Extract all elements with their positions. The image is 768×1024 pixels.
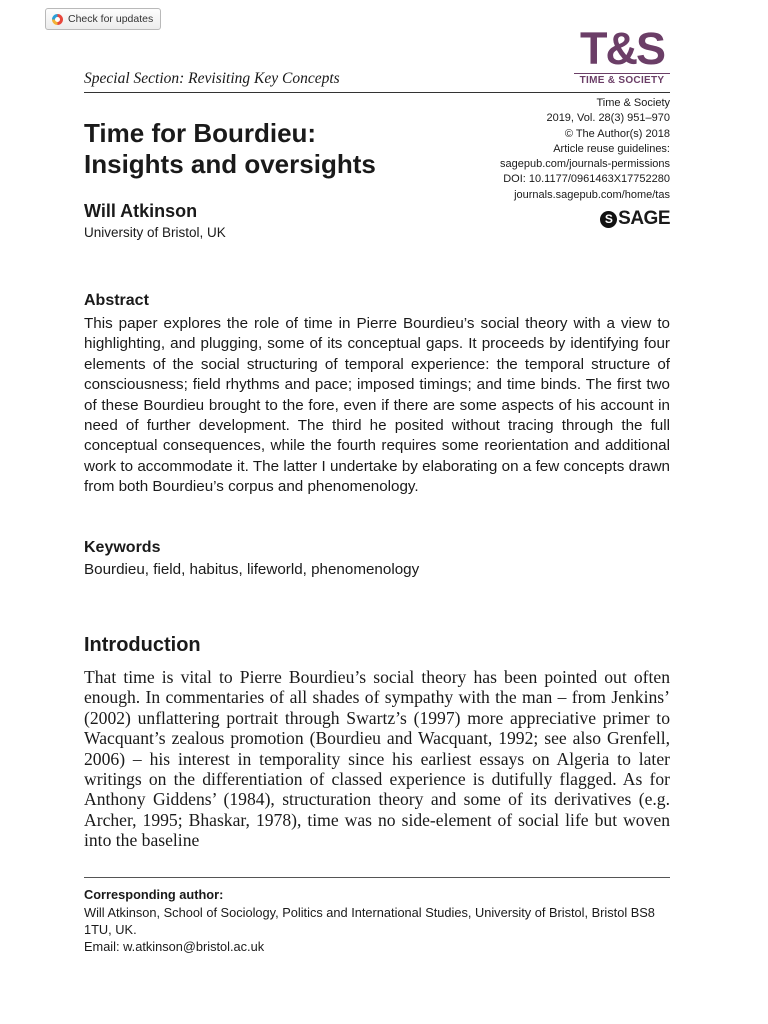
meta-volume: 2019, Vol. 28(3) 951–970 <box>546 112 670 125</box>
corresponding-author-email-line <box>84 938 670 955</box>
section-label: Special Section: Revisiting Key Concepts <box>84 70 340 87</box>
author-name: Will Atkinson <box>84 201 198 221</box>
corresponding-author-heading: Corresponding author: <box>84 887 224 902</box>
publisher-logo <box>600 208 670 230</box>
journal-logo <box>574 23 670 90</box>
crossmark-icon <box>52 14 63 25</box>
introduction-heading: Introduction <box>84 634 201 656</box>
meta-doi[interactable]: DOI: 10.1177/0961463X17752280 <box>503 173 670 186</box>
keywords-heading: Keywords <box>84 539 161 556</box>
sage-circle-icon: S <box>600 211 617 228</box>
abstract-heading: Abstract <box>84 292 149 309</box>
abstract-text: This paper explores the role of time in Pierre Bourdieu’s social theory with a view to highlighting, and plugging, some of its conceptual gaps. It proceeds by identifying four elements of the social structuring of temporal experience: the temporal structure of consciousness; field rhythms and pace; imposed timings; and time binds. The first two of these Bourdieu brought to the fore, even if there are some aspects of his account in need of further development. The third he posited without tracing through the full conceptual consequences, while the fourth requires some reorientation and additional work to accommodate it. The latter I undertake by elaborating on a few concepts drawn from both Bourdieu’s corpus and phenomenology. <box>84 315 670 496</box>
check-for-updates-button[interactable] <box>45 8 161 30</box>
meta-copyright: © The Author(s) 2018 <box>564 127 670 140</box>
article-title-line-1: Time for Bourdieu: <box>84 118 317 148</box>
introduction-text: That time is vital to Pierre Bourdieu’s social theory has been pointed out often enough. In commentaries of all shades of sympathy with the man – from Jenkins’ (2002) unflattering portrait through Swartz’s (1997) more appreciative primer to Wacquant’s zealous promotion (Bourdieu and Wacquant, 1992; see also Grenfell, 2006) – his interest in temporality since his earliest essays on Algeria to later writings on the differentiation of classed experience is dutifully flagged. As for Anthony Giddens’ (1984), structuration theory and some of its derivatives (e.g. Archer, 1995; Bhaskar, 1978), time was no side-element of social life but woven into the baseline <box>84 667 670 851</box>
article-title <box>84 118 444 180</box>
article-title-line-2: Insights and oversights <box>84 149 376 179</box>
check-for-updates-label: Check for updates <box>68 13 154 25</box>
header-divider <box>84 92 670 93</box>
journal-meta <box>500 96 670 203</box>
footnote-divider <box>84 877 670 878</box>
meta-permissions-link[interactable]: sagepub.com/journals-permissions <box>500 158 670 171</box>
corresponding-author-details <box>84 904 670 955</box>
corresponding-author-address: Will Atkinson, School of Sociology, Politics and International Studies, University of Bristol, Bristol BS8 1TU, UK. <box>84 905 655 937</box>
publisher-name: SAGE <box>618 208 670 229</box>
author-affiliation: University of Bristol, UK <box>84 225 226 240</box>
journal-logo-subtitle: TIME & SOCIETY <box>574 73 670 86</box>
meta-journal-link[interactable]: journals.sagepub.com/home/tas <box>514 188 670 201</box>
keywords-text: Bourdieu, field, habitus, lifeworld, phenomenology <box>84 561 420 578</box>
email-link[interactable]: w.atkinson@bristol.ac.uk <box>123 939 265 954</box>
email-label: Email: <box>84 939 124 954</box>
journal-logo-mark: T&S <box>580 23 664 74</box>
meta-journal: Time & Society <box>596 97 670 109</box>
meta-reuse-label: Article reuse guidelines: <box>553 142 670 155</box>
